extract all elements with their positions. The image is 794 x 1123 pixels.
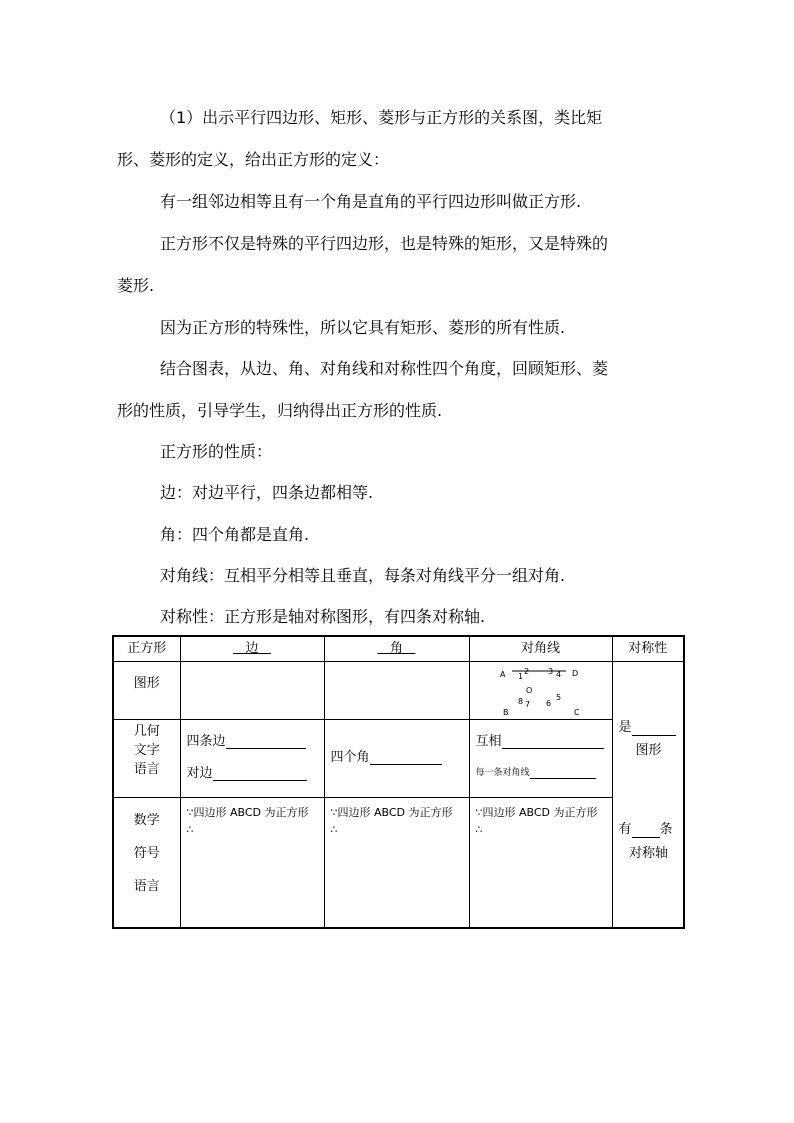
label-O: O (525, 686, 532, 695)
cell-symmetry (612, 662, 684, 928)
because-statement: ∵四边形 ABCD 为正方形 (475, 806, 598, 819)
header-side: 边 (180, 636, 324, 662)
label-C: C (573, 708, 580, 717)
symmetry-count-line: 有 条 (618, 822, 673, 837)
label-1: 1 (517, 672, 523, 681)
side-opposite-blank: 对边 (187, 762, 307, 781)
header-square: 正方形 (113, 636, 180, 662)
paragraph-definition: 有一组邻边相等且有一个角是直角的平行四边形叫做正方形. (160, 192, 582, 211)
cell-figure-diagonal (469, 662, 612, 720)
symmetry-type-suffix: 图形 (635, 743, 662, 758)
cell-words-angle (324, 720, 469, 798)
cell-figure-angle (324, 662, 469, 720)
label-B: B (502, 708, 508, 717)
label-2: 2 (523, 667, 529, 676)
properties-table (112, 635, 685, 929)
because-statement: ∵四边形 ABCD 为正方形 (330, 806, 453, 819)
row-label-figure: 图形 (113, 662, 180, 720)
paragraph-symmetry: 对称性：正方形是轴对称图形，有四条对称轴. (160, 607, 486, 626)
paragraph-special: 正方形不仅是特殊的平行四边形，也是特殊的矩形，又是特殊的 (160, 234, 609, 253)
paragraph-review-cont: 形的性质，引导学生，归纳得出正方形的性质. (117, 401, 443, 420)
row-label-words: 几何 文字 语言 (113, 720, 180, 798)
paragraph-sides: 边：对边平行，四条边都相等. (160, 483, 374, 502)
symmetry-axis-label: 对称轴 (628, 846, 668, 861)
label-3: 3 (547, 667, 553, 676)
label-D: D (571, 669, 578, 678)
cell-figure-side (180, 662, 324, 720)
because-statement: ∵四边形 ABCD 为正方形 (186, 806, 309, 819)
therefore-symbol: ∴ (186, 823, 194, 836)
cell-symbols-side (180, 798, 324, 928)
cell-words-diagonal (469, 720, 612, 798)
header-angle: 角 (324, 636, 469, 662)
paragraph-heading-properties: 正方形的性质： (160, 442, 273, 461)
paragraph-1-cont: 形、菱形的定义，给出正方形的定义： (117, 150, 390, 169)
paragraph-review: 结合图表，从边、角、对角线和对称性四个角度，回顾矩形、菱 (160, 359, 609, 378)
label-7: 7 (524, 700, 530, 709)
paragraph-diagonals: 对角线：互相平分相等且垂直，每条对角线平分一组对角. (160, 566, 566, 585)
diagonal-each-blank: 每一条对角线 (476, 764, 596, 779)
paragraph-special-cont: 菱形. (117, 276, 155, 295)
cell-symbols-angle (324, 798, 469, 928)
header-diagonal: 对角线 (469, 636, 612, 662)
angle-blank: 四个角 (331, 746, 442, 765)
label-A: A (499, 670, 505, 679)
row-label-symbols: 数学 符号 语言 (113, 798, 180, 928)
header-symmetry: 对称性 (612, 636, 684, 662)
label-8: 8 (517, 697, 523, 706)
symmetry-type-line: 是 (619, 720, 676, 736)
square-diagram (470, 662, 611, 718)
label-5: 5 (555, 693, 561, 702)
therefore-symbol: ∴ (330, 823, 338, 836)
side-all-equal-blank: 四条边 (187, 730, 306, 749)
cell-words-side (180, 720, 324, 798)
label-4: 4 (555, 670, 561, 679)
cell-symbols-diagonal (469, 798, 612, 928)
paragraph-1: （1）出示平行四边形、矩形、菱形与正方形的关系图，类比矩 (160, 108, 603, 127)
paragraph-properties: 因为正方形的特殊性，所以它具有矩形、菱形的所有性质. (160, 318, 566, 337)
therefore-symbol: ∴ (475, 823, 483, 836)
diagonal-mutual-blank: 互相 (476, 730, 604, 749)
label-6: 6 (545, 699, 551, 708)
paragraph-angles: 角：四个角都是直角. (160, 525, 310, 544)
